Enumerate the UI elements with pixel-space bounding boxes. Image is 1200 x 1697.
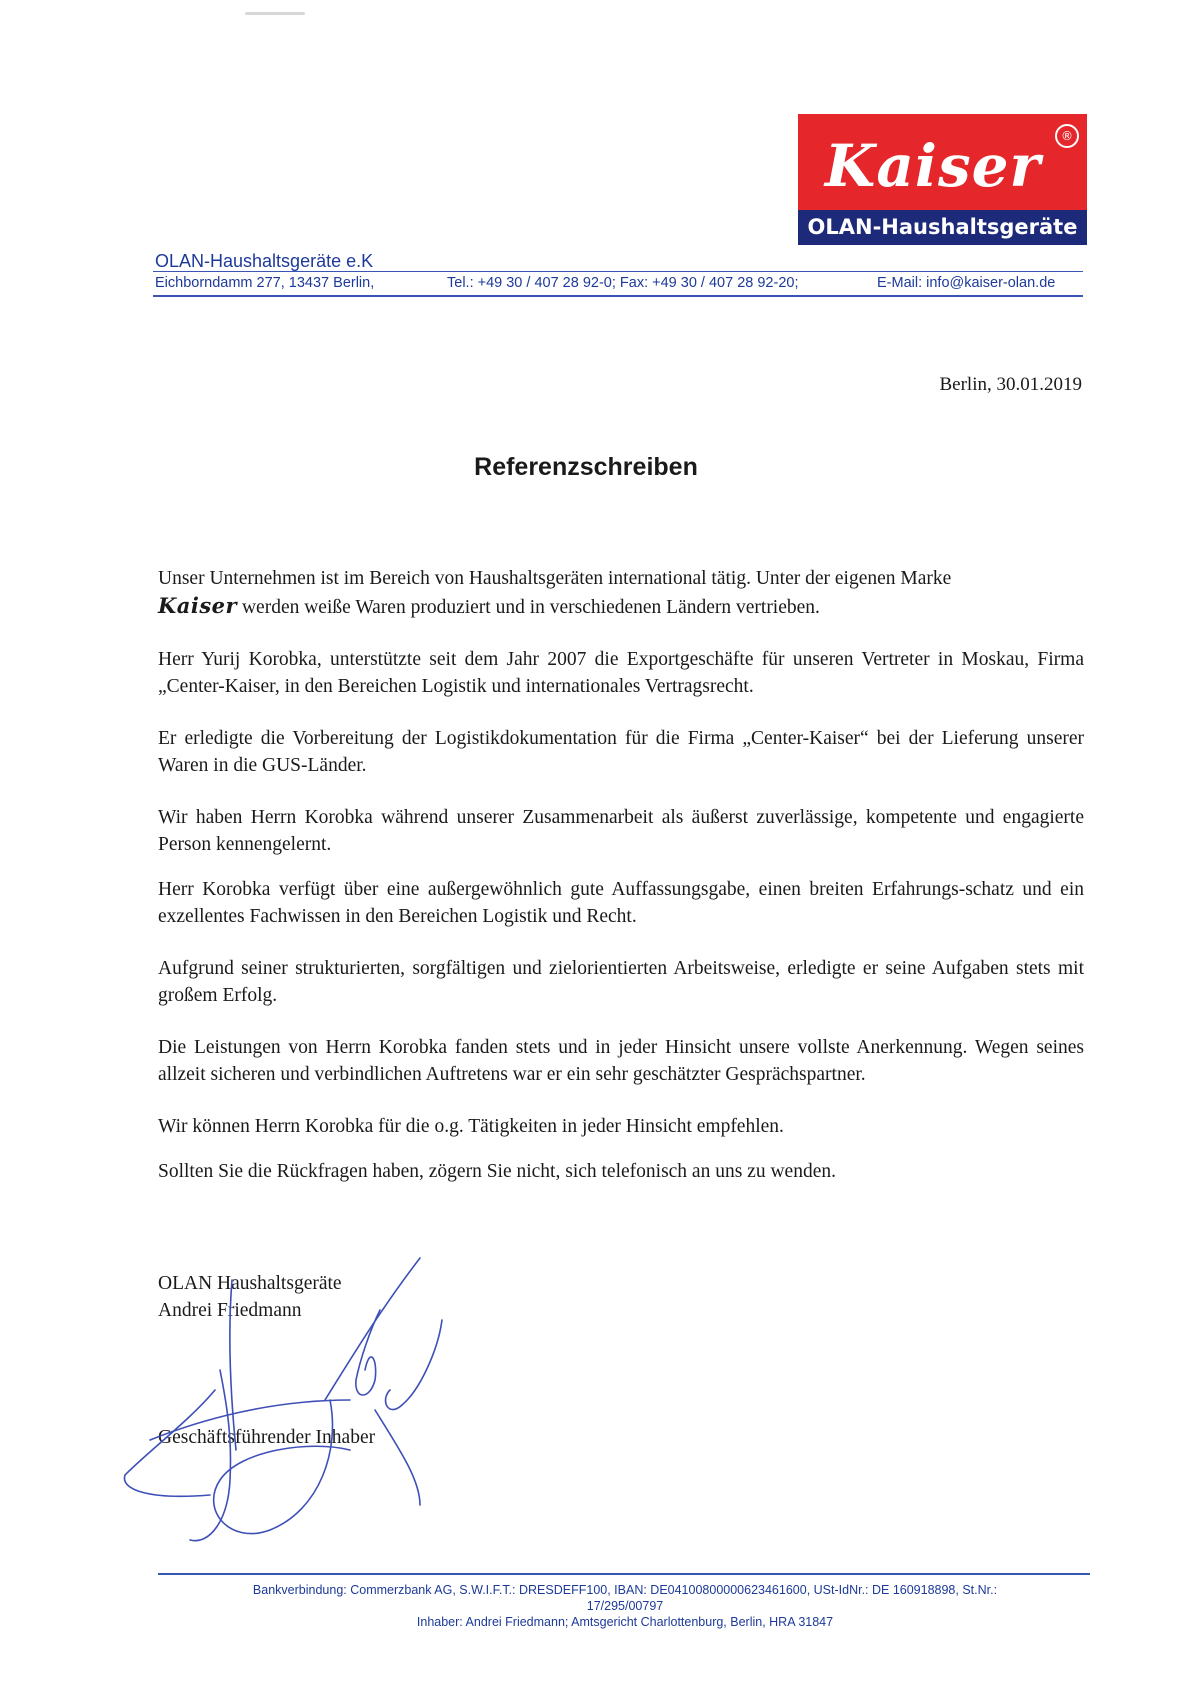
logo-brand-script: Kaiser	[824, 132, 1042, 200]
signature-role: Geschäftsführender Inhaber	[158, 1427, 376, 1448]
footer-rule	[158, 1573, 1090, 1575]
paragraph-6: Aufgrund seiner strukturierten, sorgfältigen und zielorientierten Arbeitsweise, erledigte er seine Aufgaben stets mit großem Erfolg.	[158, 958, 1084, 1006]
kaiser-logo	[798, 114, 1087, 245]
signature-block	[158, 1270, 342, 1324]
letterhead-rule-bottom	[153, 295, 1083, 297]
paragraph-1-rest: werden weiße Waren produziert und in verschiedenen Ländern vertrieben.	[241, 597, 820, 618]
signature-name: Andrei Friedmann	[158, 1300, 302, 1321]
letterhead-rule-top	[153, 271, 1083, 272]
letterhead-email: E-Mail: info@kaiser-olan.de	[877, 275, 1056, 291]
footer-bank-details: Bankverbindung: Commerzbank AG, S.W.I.F.T.: DRESDEFF100, IBAN: DE04100800000623461600, USt-IdNr.: DE 160918898, St.Nr.:	[252, 1583, 998, 1597]
letterhead-contact-line	[153, 275, 1083, 295]
paragraph-1-intro: Unser Unternehmen ist im Bereich von Haushaltsgeräten international tätig. Unter der eigenen Marke	[158, 568, 952, 589]
paragraph-2: Herr Yurij Korobka, unterstützte seit dem Jahr 2007 die Exportgeschäfte für unseren Vertreter in Moskau, Firma „Center-Kaiser, in den Bereichen Logistik und internationales Vertragsrecht.	[158, 649, 1084, 697]
paragraph-1	[158, 565, 1084, 621]
footer-owner-register: Inhaber: Andrei Friedmann; Amtsgericht Charlottenburg, Berlin, HRA 31847	[416, 1615, 834, 1629]
logo-red-panel	[798, 114, 1087, 210]
inline-brand-logo: Kaiser	[158, 593, 238, 618]
logo-company-band: OLAN-Haushaltsgeräte	[798, 210, 1087, 245]
letterhead-company-name: OLAN-Haushaltsgeräte e.K	[155, 251, 374, 271]
footer-tax-number: 17/295/00797	[586, 1599, 664, 1613]
letter-title: Referenzschreiben	[474, 453, 698, 481]
signature-company: OLAN Haushaltsgeräte	[158, 1273, 342, 1294]
letterhead-address: Eichborndamm 277, 13437 Berlin,	[155, 275, 375, 291]
registered-mark: ®	[1055, 124, 1079, 148]
paragraph-9: Sollten Sie die Rückfragen haben, zögern Sie nicht, sich telefonisch an uns zu wenden.	[158, 1161, 836, 1182]
paragraph-5: Herr Korobka verfügt über eine außergewöhnlich gute Auffassungsgabe, einen breiten Erfahrungs-schatz und ein exzellentes Fachwissen in den Bereichen Logistik und Recht.	[158, 879, 1084, 927]
letter-date: Berlin, 30.01.2019	[939, 374, 1082, 395]
paragraph-7: Die Leistungen von Herrn Korobka fanden stets und in jeder Hinsicht unsere vollste Anerkennung. Wegen seines allzeit sicheren und verbindlichen Auftretens war er ein sehr geschätzter Gesprächspartner.	[158, 1037, 1084, 1085]
letter-body	[158, 565, 1084, 1210]
letterhead-phone-fax: Tel.: +49 30 / 407 28 92-0; Fax: +49 30 / 407 28 92-20;	[447, 275, 799, 291]
paragraph-8: Wir können Herrn Korobka für die o.g. Tätigkeiten in jeder Hinsicht empfehlen.	[158, 1116, 784, 1137]
footer	[160, 1582, 1090, 1630]
scan-artifact	[245, 12, 305, 15]
paragraph-3: Er erledigte die Vorbereitung der Logistikdokumentation für die Firma „Center-Kaiser“ bei der Lieferung unserer Waren in die GUS-Länder.	[158, 728, 1084, 776]
paragraph-4: Wir haben Herrn Korobka während unserer Zusammenarbeit als äußerst zuverlässige, kompetente und engagierte Person kennengelernt.	[158, 807, 1084, 855]
